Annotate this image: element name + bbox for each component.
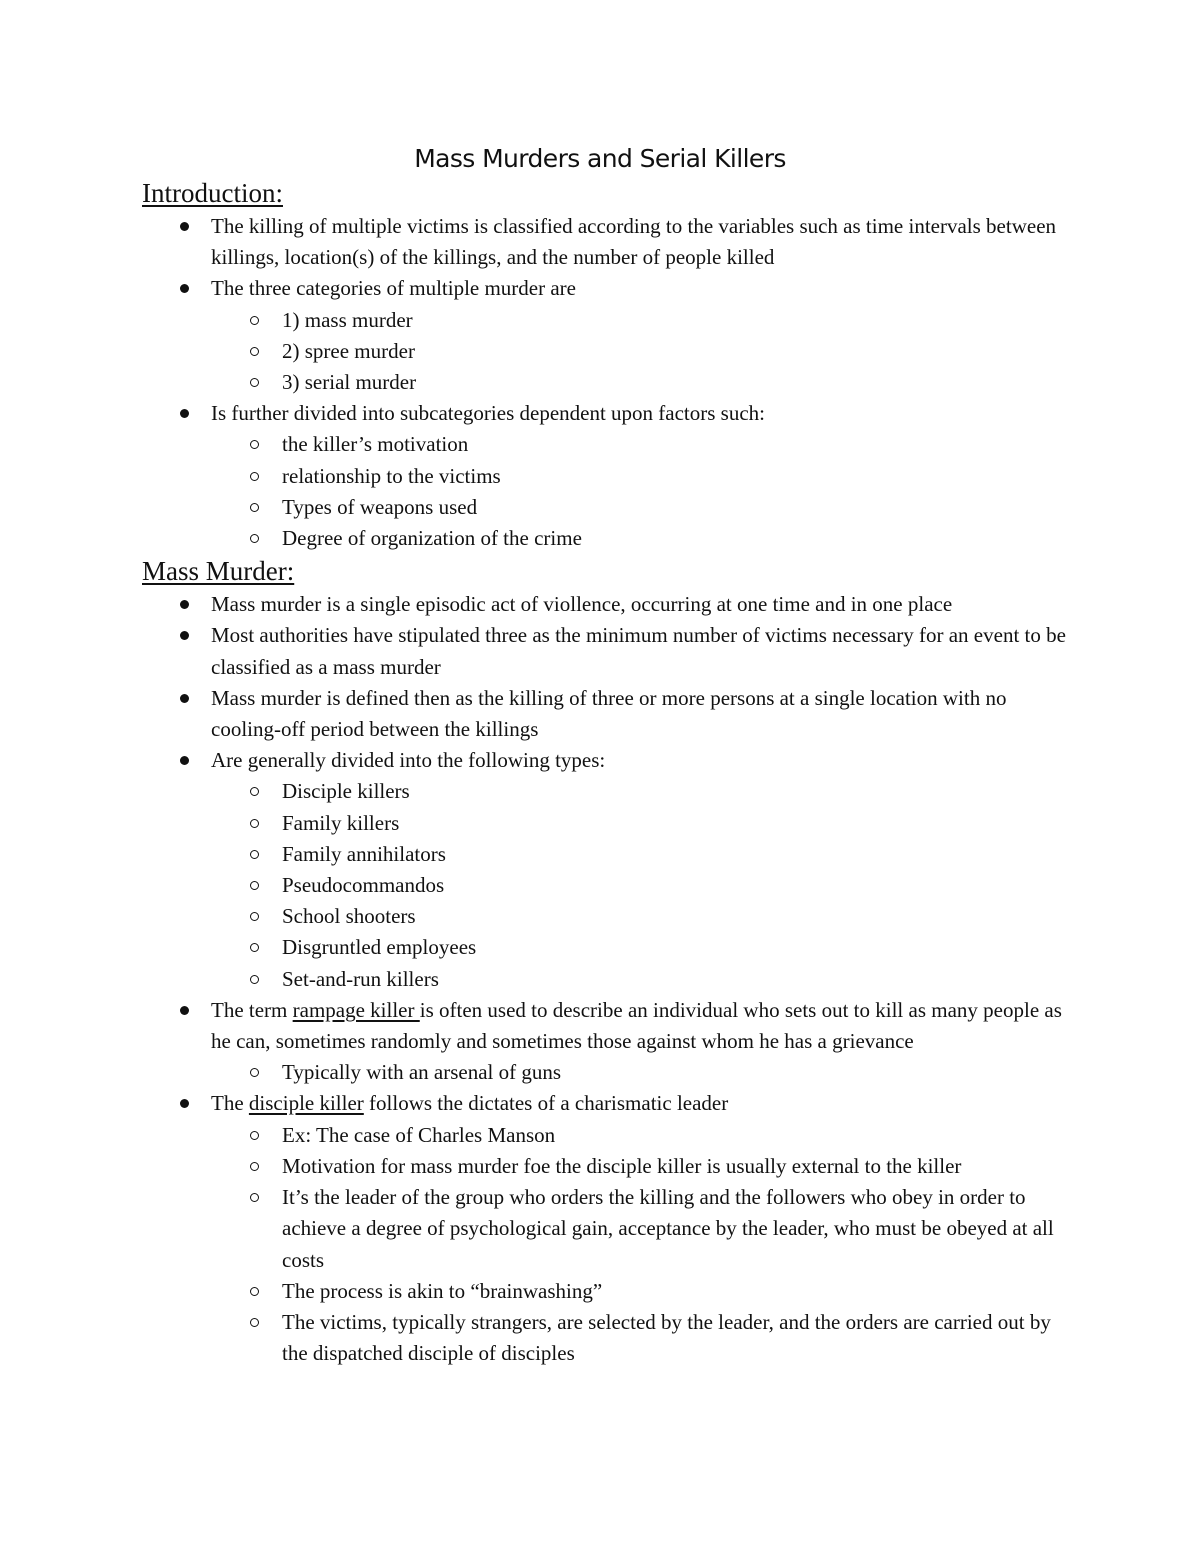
section-heading-mass-murder: Mass Murder: bbox=[142, 556, 295, 587]
sub-list-item bbox=[0, 1276, 1072, 1307]
list-item bbox=[0, 211, 1071, 273]
sub-list-item bbox=[0, 901, 1072, 932]
sub-list-item bbox=[0, 336, 1072, 367]
sub-list-item bbox=[0, 776, 1072, 807]
sub-list-item-text: 2) spree murder bbox=[282, 338, 415, 363]
bullet-list-mass-murder bbox=[0, 589, 1200, 1369]
list-item-text: Mass murder is a single episodic act of viollence, occurring at one time and in one place bbox=[211, 592, 953, 617]
document-body bbox=[0, 176, 1200, 1369]
sub-list-item bbox=[0, 1307, 1072, 1369]
sub-list-item-text: 3) serial murder bbox=[282, 370, 417, 395]
sub-list-item bbox=[0, 808, 1072, 839]
sub-list-item bbox=[0, 429, 1072, 460]
sub-list-item bbox=[0, 461, 1072, 492]
list-item-rampage-killer bbox=[0, 995, 1071, 1057]
list-item-text: Mass murder is defined then as the killing of three or more persons at a single location with no cooling-off period between the killings bbox=[211, 685, 1007, 742]
list-item bbox=[0, 398, 1071, 429]
sub-list-item bbox=[0, 1057, 1072, 1088]
sub-list-item-text: Typically with an arsenal of guns bbox=[282, 1060, 562, 1085]
list-item-text-pre: The term bbox=[211, 997, 293, 1022]
list-item-disciple-killer bbox=[0, 1088, 1071, 1119]
section-heading-introduction: Introduction: bbox=[142, 178, 283, 208]
sub-list-item-text: Types of weapons used bbox=[282, 494, 478, 519]
list-item bbox=[0, 683, 1071, 745]
sub-list-item bbox=[0, 367, 1072, 398]
sub-list-item-text: Degree of organization of the crime bbox=[282, 526, 582, 551]
list-item-text: Is further divided into subcategories dependent upon factors such: bbox=[211, 401, 766, 426]
list-item-text: The three categories of multiple murder are bbox=[211, 276, 576, 301]
sub-list-item bbox=[0, 492, 1072, 523]
list-item bbox=[0, 620, 1071, 682]
list-item bbox=[0, 745, 1071, 776]
sub-list-item bbox=[0, 1120, 1072, 1151]
sub-list-item bbox=[0, 523, 1072, 554]
sub-list-item bbox=[0, 870, 1072, 901]
sub-list-item-text: It’s the leader of the group who orders the killing and the followers who obey in order to achieve a degree of psychological gain, acceptance by the leader, who must be obeyed at all costs bbox=[282, 1185, 1054, 1272]
sub-list-item bbox=[0, 839, 1072, 870]
list-item-text-post: is often used to describe an individual who sets out to kill as many people as he can, sometimes randomly and sometimes those against whom he has a grievance bbox=[211, 997, 1062, 1054]
sub-list-item-text: Pseudocommandos bbox=[282, 873, 445, 898]
bullet-list-introduction bbox=[0, 211, 1200, 554]
sub-list-item-text: Family annihilators bbox=[282, 841, 446, 866]
list-item-text-post: follows the dictates of a charismatic leader bbox=[363, 1091, 729, 1116]
list-item-text-pre: The bbox=[211, 1091, 249, 1116]
list-item bbox=[0, 589, 1071, 620]
sub-list-item-text: Motivation for mass murder foe the disciple killer is usually external to the killer bbox=[282, 1153, 962, 1178]
underlined-term: rampage killer bbox=[292, 997, 420, 1022]
sub-list-item bbox=[0, 964, 1072, 995]
list-item bbox=[0, 273, 1071, 304]
sub-list-item-text: Ex: The case of Charles Manson bbox=[282, 1122, 556, 1147]
list-item-text: The killing of multiple victims is classified according to the variables such as time intervals between killings, location(s) of the killings, and the number of people killed bbox=[211, 214, 1057, 270]
sub-list-item-text: 1) mass murder bbox=[282, 307, 413, 332]
sub-list-item-text: Disgruntled employees bbox=[282, 935, 477, 960]
list-item-text: Are generally divided into the following types: bbox=[211, 748, 606, 773]
sub-list-item-text: The process is akin to “brainwashing” bbox=[282, 1278, 603, 1303]
sub-list-item-text: Family killers bbox=[282, 810, 400, 835]
sub-list-item bbox=[0, 1182, 1072, 1276]
sub-list-item-text: relationship to the victims bbox=[282, 463, 501, 488]
underlined-term: disciple killer bbox=[248, 1091, 364, 1116]
sub-list-item-text: School shooters bbox=[282, 904, 416, 929]
sub-list-item-text: The victims, typically strangers, are selected by the leader, and the orders are carried out by the dispatched disciple of disciples bbox=[282, 1309, 1051, 1366]
list-item-text: Most authorities have stipulated three as the minimum number of victims necessary for an event to be classified as a mass murder bbox=[211, 623, 1066, 679]
sub-list-item bbox=[0, 1151, 1072, 1182]
sub-list-item-text: the killer’s motivation bbox=[282, 432, 469, 457]
document-title: Mass Murders and Serial Killers bbox=[414, 144, 786, 173]
sub-list-item bbox=[0, 305, 1072, 336]
sub-list-item bbox=[0, 932, 1072, 963]
sub-list-item-text: Set-and-run killers bbox=[282, 966, 439, 991]
sub-list-item-text: Disciple killers bbox=[282, 779, 410, 804]
